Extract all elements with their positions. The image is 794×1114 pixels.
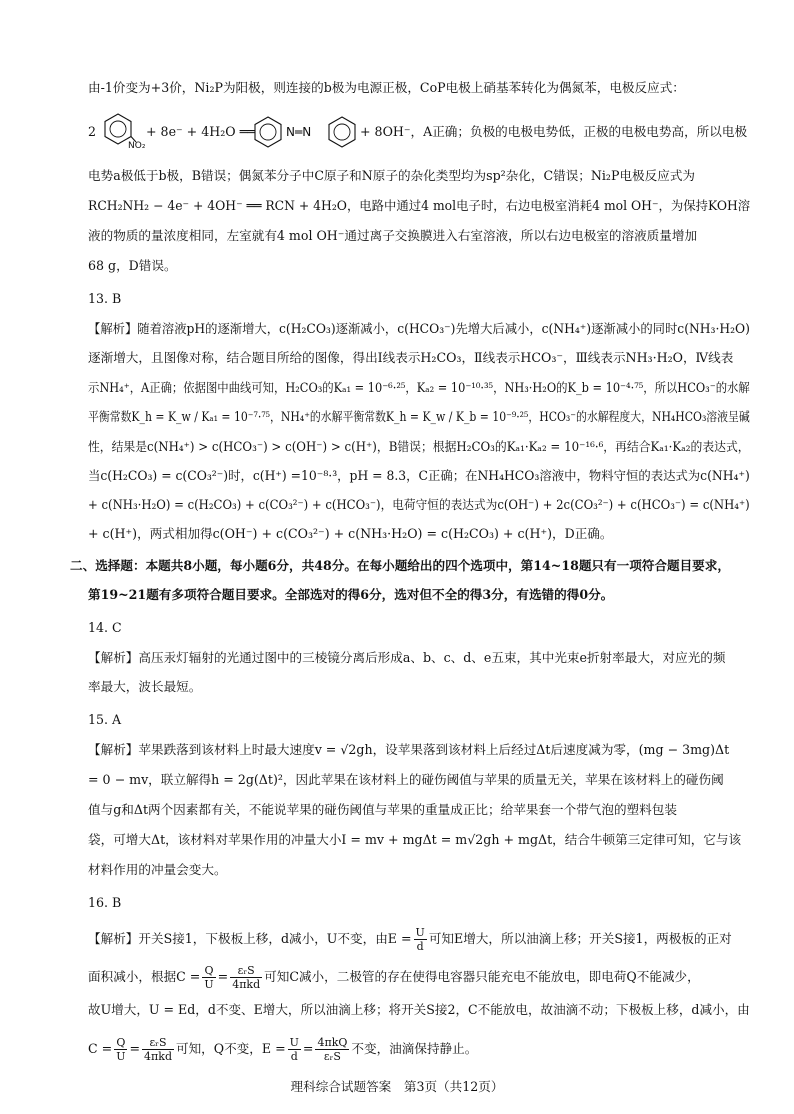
- fraction-field-expression: [315, 1036, 349, 1063]
- question-number: 14. C: [88, 620, 122, 635]
- fraction-capacitance: [142, 1036, 174, 1063]
- fraction-numerator: U: [289, 1036, 299, 1049]
- fraction-denominator: 4πkd: [232, 978, 261, 991]
- text-line: 值与g和Δt两个因素都有关，不能说苹果的碰伤阈值与苹果的重量成正比；给苹果套一个带气泡的塑料包装: [88, 802, 677, 817]
- fraction-numerator: U: [415, 926, 425, 939]
- text-line: 逐渐增大，且图像对称，结合题目所给的图像，得出Ⅰ线表示H₂CO₃，Ⅱ线表示HCO₃⁻，Ⅲ线表示NH₃·H₂O，Ⅳ线表: [88, 350, 734, 365]
- fraction-numerator: Q: [202, 964, 215, 978]
- fraction-u-over-d: [414, 926, 427, 953]
- text-line: = 0 − mv，联立解得h = 2g(Δt)²，因此苹果在该材料上的碰伤阈值与苹果的质量无关，苹果在该材料上的碰伤阈: [88, 772, 724, 787]
- nitro-group-label: NO₂: [128, 141, 146, 151]
- text-line: 当c(H₂CO₃) = c(CO₃²⁻)时，c(H⁺) =10⁻⁸·³，pH = 8.3，C正确；在NH₄HCO₃溶液中，物料守恒的表达式为c(NH₄⁺): [88, 468, 750, 483]
- text-line: 【解析】高压汞灯辐射的光通过图中的三棱镜分离后形成a、b、c、d、e五束，其中光束e折射率最大，对应光的频: [88, 650, 726, 665]
- question-number: 16. B: [88, 895, 122, 910]
- question-number: 13. B: [88, 291, 122, 306]
- equation-coefficient: 2: [88, 124, 97, 139]
- fraction-numerator: εᵣS: [230, 964, 262, 978]
- text-line: 材料作用的冲量会变大。: [88, 862, 227, 877]
- text-line: 液的物质的量浓度相同，左室就有4 mol OH⁻通过离子交换膜进入右室溶液，所以右边电极室的溶液质量增加: [88, 228, 698, 243]
- text-line: 性，结果是c(NH₄⁺) > c(HCO₃⁻) > c(OH⁻) > c(H⁺)，B错误；根据H₂CO₃的Kₐ₁·Kₐ₂ = 10⁻¹⁶·⁶，再结合Kₐ₁·Kₐ₂的表达式，: [88, 439, 750, 454]
- fraction-u-over-d: [288, 1036, 301, 1063]
- text-line: 【解析】苹果跌落到该材料上时最大速度v = √2gh，设苹果落到该材料上后经过Δt后速度减为零，(mg − 3mg)Δt: [88, 742, 730, 757]
- text-segment: =: [217, 969, 229, 984]
- text-segment: =: [302, 1041, 314, 1056]
- text-segment: 不变，油滴保持静止。: [351, 1041, 478, 1056]
- fraction-q-over-u: [202, 964, 215, 991]
- fraction-numerator: εᵣS: [142, 1036, 174, 1050]
- text-line: 示NH₄⁺，A正确；依据图中曲线可知，H₂CO₃的Kₐ₁ = 10⁻⁶·²⁵，Kₐ₂ = 10⁻¹⁰·³⁵，NH₃·H₂O的K_b = 10⁻⁴·⁷⁵，所以HCO₃⁻的水解: [88, 380, 750, 395]
- fraction-denominator: d: [290, 1050, 298, 1063]
- equation-part: + 8e⁻ + 4H₂O ══: [146, 124, 255, 139]
- equation-part: + 8OH⁻，A正确；负极的电极电势低，正极的电极电势高，所以电极: [360, 124, 748, 139]
- section-heading: 二、选择题：本题共8小题，每小题6分，共48分。在每小题给出的四个选项中，第14~18题只有一项符合题目要求，: [70, 558, 730, 573]
- text-line: 68 g，D错误。: [88, 258, 177, 273]
- text-segment: 【解析】开关S接1，下极板上移，d减小，U不变，由E =: [88, 931, 412, 946]
- text-line: [88, 964, 700, 991]
- text-line: 故U增大，U = Ed，d不变、E增大，所以油滴上移；将开关S接2，C不能放电，故油滴不动；下极板上移，d减小，由: [88, 1002, 750, 1017]
- fraction-capacitance: [230, 964, 262, 991]
- fraction-denominator: U: [204, 978, 214, 991]
- text-line: + c(H⁺)，两式相加得c(OH⁻) + c(CO₃²⁻) + c(NH₃·H₂O) = c(H₂CO₃) + c(H⁺)，D正确。: [88, 526, 613, 541]
- text-segment: =: [129, 1041, 141, 1056]
- question-number: 15. A: [88, 712, 122, 727]
- text-segment: C =: [88, 1041, 113, 1056]
- text-line: [88, 926, 732, 953]
- fraction-q-over-u: [114, 1036, 127, 1063]
- fraction-denominator: U: [116, 1050, 126, 1063]
- text-line: 电势a极低于b极，B错误；偶氮苯分子中C原子和N原子的杂化类型均为sp²杂化，C错误；Ni₂P电极反应式为: [88, 168, 696, 183]
- benzene-ring-left-icon: [248, 113, 288, 153]
- text-line: RCH₂NH₂ − 4e⁻ + 4OH⁻ ══ RCN + 4H₂O，电路中通过4 mol电子时，右边电极室消耗4 mol OH⁻，为保持KOH溶: [88, 198, 751, 213]
- fraction-denominator: εᵣS: [323, 1050, 341, 1063]
- fraction-numerator: 4πkQ: [317, 1036, 348, 1049]
- fraction-denominator: 4πkd: [144, 1050, 172, 1063]
- azo-bond-label: N═N: [286, 125, 312, 139]
- text-line: 率最大，波长最短。: [88, 679, 202, 694]
- text-line: + c(NH₃·H₂O) = c(H₂CO₃) + c(CO₃²⁻) + c(HCO₃⁻)，电荷守恒的表达式为c(OH⁻) + 2c(CO₃²⁻) + c(HCO₃⁻) = c(NH₄⁺): [88, 497, 750, 512]
- text-segment: 可知C减小，二极管的存在使得电容器只能充电不能放电，即电荷Q不能减少，: [264, 969, 700, 984]
- text-line: 由-1价变为+3价，Ni₂P为阳极，则连接的b极为电源正极，CoP电极上硝基苯转化为偶氮苯，电极反应式：: [88, 80, 685, 95]
- text-line: 袋，可增大Δt，该材料对苹果作用的冲量大小I = mv + mgΔt = m√2gh + mgΔt，结合牛顿第三定律可知，它与该: [88, 832, 742, 847]
- section-heading: 第19~21题有多项符合题目要求。全部选对的得6分，选对但不全的得3分，有选错的得0分。: [88, 587, 614, 602]
- fraction-numerator: Q: [114, 1036, 127, 1050]
- text-line: 【解析】随着溶液pH的逐渐增大，c(H₂CO₃)逐渐减小，c(HCO₃⁻)先增大后减小，c(NH₄⁺)逐渐减小的同时c(NH₃·H₂O): [88, 321, 750, 336]
- text-segment: 可知E增大，所以油滴上移；开关S接1，两极板的正对: [428, 931, 732, 946]
- text-line: 平衡常数K_h = K_w / Kₐ₁ = 10⁻⁷·⁷⁵，NH₄⁺的水解平衡常数K_h = K_w / K_b = 10⁻⁹·²⁵，HCO₃⁻的水解程度大，NH₄HCO₃溶液呈碱: [88, 409, 750, 424]
- fraction-denominator: d: [416, 940, 424, 953]
- benzene-ring-right-icon: [322, 113, 362, 153]
- text-line: [88, 1036, 477, 1063]
- text-segment: 可知，Q不变，E =: [175, 1041, 286, 1056]
- text-segment: 面积减小，根据C =: [88, 969, 201, 984]
- page-footer: 理科综合试题答案 第3页（共12页）: [290, 1079, 504, 1094]
